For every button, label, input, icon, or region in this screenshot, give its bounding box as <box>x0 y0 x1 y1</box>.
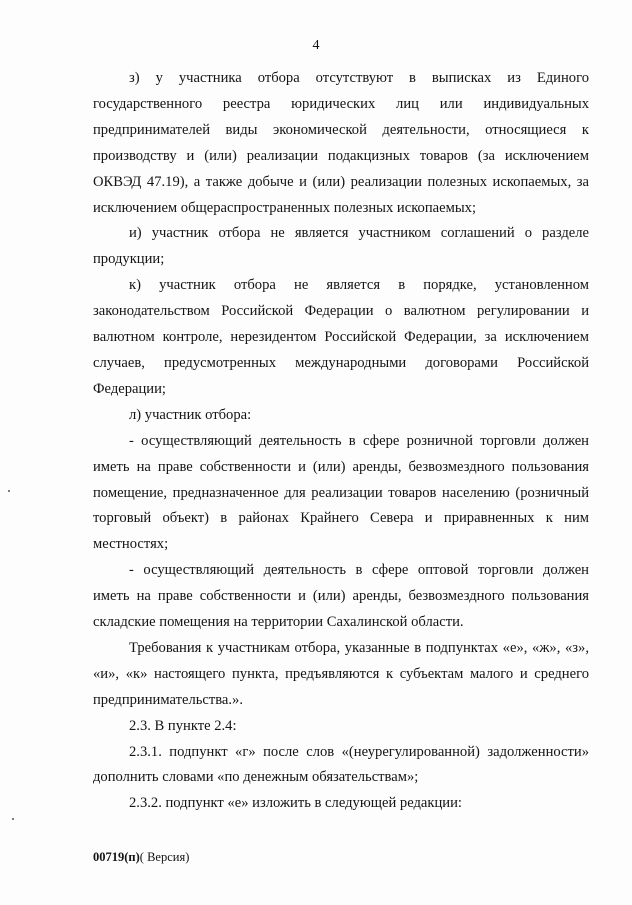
paragraph-requirements <box>93 636 589 714</box>
text-line: «и», «к» настоящего пункта, предъявляются к субъектам малого и среднего <box>93 665 589 682</box>
paragraph-i <box>93 221 589 273</box>
paragraph-2-3-1 <box>93 740 589 792</box>
text-line: продукции; <box>93 251 165 268</box>
paragraph-wholesale <box>93 558 589 636</box>
text-line: предпринимателей виды экономической деятельности, относящиеся к <box>93 121 589 138</box>
document-version: ( Версия) <box>139 850 190 864</box>
text-line: местностях; <box>93 536 169 553</box>
document-code: 00719(п) <box>93 850 140 864</box>
scan-speck <box>8 490 10 492</box>
text-line: Федерации; <box>93 380 166 397</box>
document-body <box>93 66 589 817</box>
text-line: 2.3.1. подпункт «г» после слов «(неурегулированной) задолженности» <box>129 743 589 760</box>
page-number: 4 <box>312 38 320 53</box>
paragraph-k <box>93 273 589 403</box>
paragraph-2-3 <box>93 714 589 740</box>
paragraph-retail <box>93 429 589 559</box>
text-line: производству и (или) реализации подакцизных товаров (за исключением <box>93 147 589 164</box>
text-line: Требования к участникам отбора, указанные в подпунктах «е», «ж», «з», <box>129 639 589 656</box>
text-line: помещение, предназначенное для реализации товаров населению (розничный <box>93 484 589 501</box>
text-line: торговый объект) в районах Крайнего Севера и приравненных к ним <box>93 510 589 527</box>
text-line: и) участник отбора не является участником соглашений о разделе <box>129 225 589 242</box>
text-line: з) у участника отбора отсутствуют в выписках из Единого <box>129 70 589 86</box>
text-line: - осуществляющий деятельность в сфере розничной торговли должен <box>129 432 589 449</box>
text-line: дополнить словами «по денежным обязательствам»; <box>93 769 419 786</box>
text-line: случаев, предусмотренных международными договорами Российской <box>93 354 589 371</box>
text-line: государственного реестра юридических лиц или индивидуальных <box>93 95 589 112</box>
text-line: валютном контроле, нерезидентом Российской Федерации, за исключением <box>93 329 589 346</box>
text-line: ОКВЭД 47.19), а также добыче и (или) реализации полезных ископаемых, за <box>93 173 589 190</box>
paragraph-z <box>93 66 589 221</box>
text-line: к) участник отбора не является в порядке, установленном <box>129 277 589 294</box>
paragraph-l <box>93 403 589 429</box>
scan-speck <box>12 818 14 820</box>
text-line: 2.3.2. подпункт «е» изложить в следующей редакции: <box>129 795 462 812</box>
text-line: иметь на праве собственности и (или) аренды, безвозмездного пользования <box>93 588 589 605</box>
text-line: иметь на праве собственности и (или) аренды, безвозмездного пользования <box>93 458 589 475</box>
document-footer <box>93 850 189 865</box>
paragraph-2-3-2 <box>93 791 589 817</box>
text-line: 2.3. В пункте 2.4: <box>129 717 237 734</box>
text-line: предпринимательства.». <box>93 691 244 708</box>
text-line: л) участник отбора: <box>129 406 252 423</box>
text-line: - осуществляющий деятельность в сфере оптовой торговли должен <box>129 562 589 579</box>
text-line: исключением общераспространенных полезных ископаемых; <box>93 199 476 216</box>
text-line: законодательством Российской Федерации о валютном регулировании и <box>93 303 589 320</box>
text-line: складские помещения на территории Сахалинской области. <box>93 614 464 631</box>
